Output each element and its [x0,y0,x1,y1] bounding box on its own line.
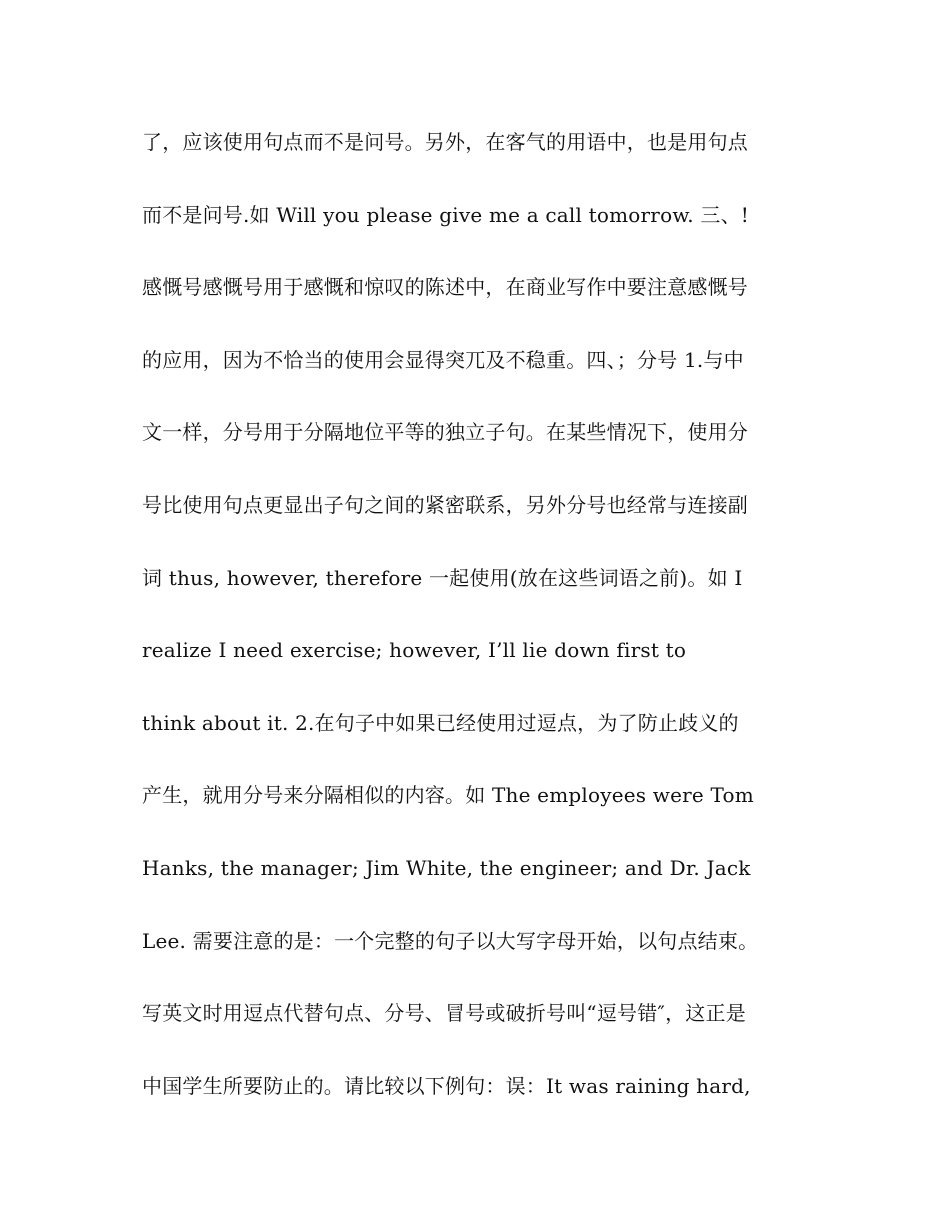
text-line: 词 thus, however, therefore 一起使用(放在这些词语之前)。如 I [142,565,743,590]
text-line: 产生，就用分号来分隔相似的内容。如 The employees were Tom [142,783,754,808]
text-line: 号比使用句点更显出子句之间的紧密联系，另外分号也经常与连接副 [142,492,748,517]
text-line: 而不是问号.如 Will you please give me a call tomorrow. 三、! [142,202,750,227]
text-line: 文一样，分号用于分隔地位平等的独立子句。在某些情况下，使用分 [142,420,748,445]
text-line: 写英文时用逗点代替句点、分号、冒号或破折号叫“逗号错″，这正是 [142,1001,746,1026]
text-line: Hanks, the manager; Jim White, the engineer; and Dr. Jack [142,855,751,880]
text-line: 的应用，因为不恰当的使用会显得突兀及不稳重。四、；分号 1.与中 [142,347,744,372]
text-line: think about it. 2.在句子中如果已经使用过逗点，为了防止歧义的 [142,710,739,735]
text-line: 中国学生所要防止的。请比较以下例句：误：It was raining hard, [142,1073,751,1098]
text-line: 了，应该使用句点而不是问号。另外，在客气的用语中，也是用句点 [142,130,748,154]
text-line: realize I need exercise; however, I’ll lie down first to [142,638,687,663]
text-line: Lee. 需要注意的是：一个完整的句子以大写字母开始，以句点结束。 [142,928,759,953]
body-text [142,120,822,1136]
text-line: 感慨号感慨号用于感慨和惊叹的陈述中，在商业写作中要注意感慨号 [142,275,748,300]
